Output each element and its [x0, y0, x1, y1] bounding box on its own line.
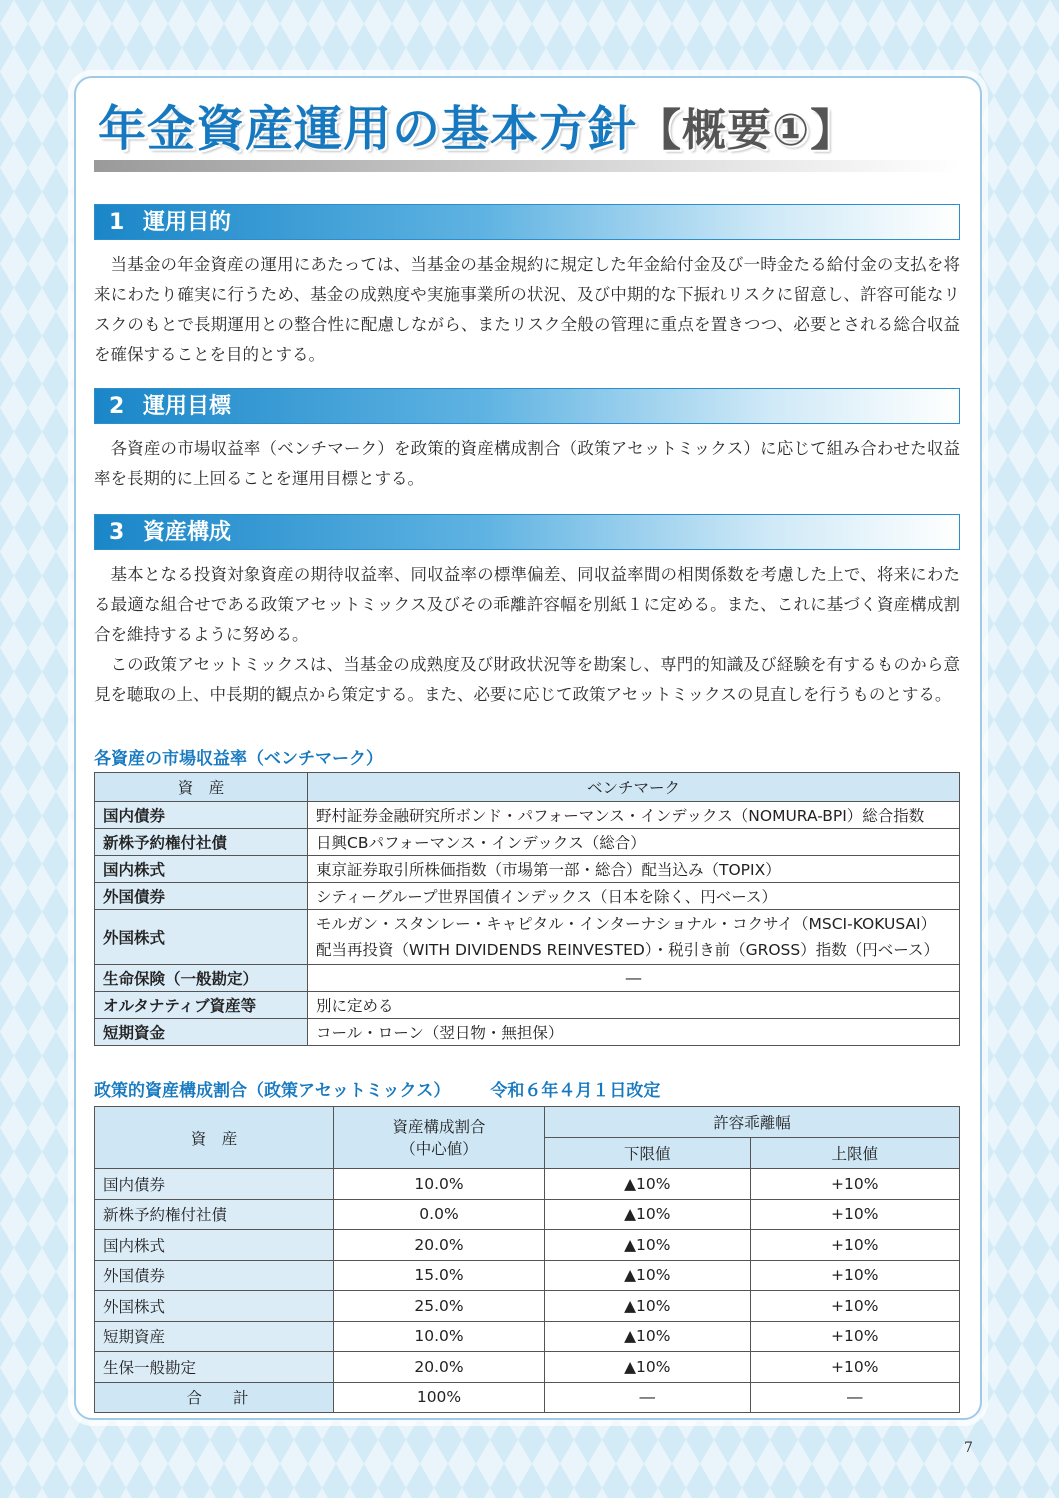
ratio-cell: 10.0%: [334, 1321, 545, 1352]
section-number: 1: [109, 210, 125, 235]
table-row: [95, 992, 960, 1019]
column-header-range: 許容乖離幅: [545, 1107, 960, 1138]
benchmark-cell: シティーグループ世界国債インデックス（日本を除く、円ベース）: [308, 883, 960, 910]
content-card: [74, 76, 982, 1420]
table-row: [95, 1260, 960, 1291]
section-3-paragraph-2: この政策アセットミックスは、当基金の成熟度及び財政状況等を勘案し、専門的知識及び経験を有するものから意見を聴取の上、中長期的観点から策定する。また、必要に応じて政策アセットミックスの見直しを行うものとする。: [94, 655, 960, 704]
asset-cell: 生命保険（一般勘定）: [95, 965, 308, 992]
table-header-row: [95, 773, 960, 802]
upper-cell: +10%: [750, 1199, 959, 1230]
table-row: [95, 1230, 960, 1261]
asset-cell: 新株予約権付社債: [95, 1199, 334, 1230]
column-header-upper: 上限値: [750, 1138, 959, 1169]
section-label: 資産構成: [143, 520, 232, 545]
asset-cell: 外国債券: [95, 883, 308, 910]
lower-cell: ▲10%: [545, 1260, 751, 1291]
column-header-asset: 資 産: [95, 773, 308, 802]
asset-cell: 外国債券: [95, 1260, 334, 1291]
table-row: [95, 802, 960, 829]
policy-mix-title: [94, 1076, 660, 1101]
asset-cell: 生保一般勘定: [95, 1352, 334, 1383]
ratio-cell: 20.0%: [334, 1230, 545, 1261]
asset-cell: 国内株式: [95, 856, 308, 883]
table-header-row: [95, 1107, 960, 1138]
section-number: 2: [109, 394, 125, 419]
ratio-cell: 25.0%: [334, 1291, 545, 1322]
table-row: [95, 1199, 960, 1230]
asset-cell: 国内債券: [95, 1169, 334, 1200]
section-2-header: [94, 388, 960, 424]
table-row: [95, 1352, 960, 1383]
lower-cell: ▲10%: [545, 1321, 751, 1352]
table-row: [95, 829, 960, 856]
benchmark-cell: 別に定める: [308, 992, 960, 1019]
policy-mix-revision: 令和６年４月１日改定: [490, 1081, 661, 1101]
section-number: 3: [109, 520, 125, 545]
upper-cell: +10%: [750, 1321, 959, 1352]
total-ratio-cell: 100%: [334, 1382, 545, 1413]
benchmark-cell: モルガン・スタンレー・キャピタル・インターナショナル・コクサイ（MSCI-KOKUSAI）配当再投資（WITH DIVIDENDS REINVESTED）・税引き前（GROSS）指数（円ベース）: [308, 910, 960, 965]
page-title-main: 年金資産運用の基本方針: [98, 101, 638, 157]
asset-cell: 短期資産: [95, 1321, 334, 1352]
lower-cell: ▲10%: [545, 1291, 751, 1322]
upper-cell: +10%: [750, 1352, 959, 1383]
asset-cell: 外国株式: [95, 910, 308, 965]
benchmark-table: [94, 772, 960, 1046]
asset-cell: 外国株式: [95, 1291, 334, 1322]
page-title: [98, 96, 958, 162]
ratio-cell: 0.0%: [334, 1199, 545, 1230]
upper-cell: +10%: [750, 1169, 959, 1200]
total-row: [95, 1382, 960, 1413]
asset-cell: 国内株式: [95, 1230, 334, 1261]
ratio-cell: 20.0%: [334, 1352, 545, 1383]
column-header-lower: 下限値: [545, 1138, 751, 1169]
benchmark-title: 各資産の市場収益率（ベンチマーク）: [94, 749, 383, 769]
lower-cell: ▲10%: [545, 1199, 751, 1230]
benchmark-cell: 日興CBパフォーマンス・インデックス（総合）: [308, 829, 960, 856]
section-2-paragraph: 各資産の市場収益率（ベンチマーク）を政策的資産構成割合（政策アセットミックス）に応じて組み合わせた収益率を長期的に上回ることを運用目標とする。: [94, 439, 960, 488]
section-label: 運用目標: [143, 394, 232, 419]
policy-mix-title-text: 政策的資産構成割合（政策アセットミックス）: [94, 1081, 451, 1101]
asset-cell: オルタナティブ資産等: [95, 992, 308, 1019]
table-row: [95, 1019, 960, 1046]
benchmark-cell: コール・ローン（翌日物・無担保）: [308, 1019, 960, 1046]
table-row: [95, 1321, 960, 1352]
ratio-cell: 15.0%: [334, 1260, 545, 1291]
benchmark-cell: ―: [308, 965, 960, 992]
table-row: [95, 1291, 960, 1322]
column-header-benchmark: ベンチマーク: [308, 773, 960, 802]
upper-cell: +10%: [750, 1260, 959, 1291]
section-label: 運用目的: [143, 210, 232, 235]
column-header-ratio: 資産構成割合 （中心値）: [334, 1107, 545, 1169]
total-label-cell: 合 計: [95, 1382, 334, 1413]
page-number: 7: [964, 1440, 973, 1456]
upper-cell: +10%: [750, 1230, 959, 1261]
asset-cell: 短期資金: [95, 1019, 308, 1046]
benchmark-cell: 野村証券金融研究所ボンド・パフォーマンス・インデックス（NOMURA-BPI）総合指数: [308, 802, 960, 829]
lower-cell: ▲10%: [545, 1169, 751, 1200]
table-row: [95, 965, 960, 992]
asset-cell: 新株予約権付社債: [95, 829, 308, 856]
lower-cell: ▲10%: [545, 1230, 751, 1261]
table-row: [95, 856, 960, 883]
section-1-header: [94, 204, 960, 240]
table-row: [95, 883, 960, 910]
table-row: [95, 1169, 960, 1200]
page-title-mark: 【概要①】: [637, 105, 856, 156]
benchmark-cell: 東京証券取引所株価指数（市場第一部・総合）配当込み（TOPIX）: [308, 856, 960, 883]
total-lower-cell: ―: [545, 1382, 751, 1413]
section-1-paragraph: 当基金の年金資産の運用にあたっては、当基金の基金規約に規定した年金給付金及び一時金たる給付金の支払を将来にわたり確実に行うため、基金の成熟度や実施事業所の状況、及び中期的な下振れリスクに留意し、許容可能なリスクのもとで長期運用との整合性に配慮しながら、またリスク全般の管理に重点を置きつつ、必要とされる総合収益を確保することを目的とする。: [94, 255, 961, 364]
title-underline: [94, 160, 960, 172]
upper-cell: +10%: [750, 1291, 959, 1322]
section-3-header: [94, 514, 960, 550]
ratio-cell: 10.0%: [334, 1169, 545, 1200]
table-row: [95, 910, 960, 965]
lower-cell: ▲10%: [545, 1352, 751, 1383]
column-header-asset: 資 産: [95, 1107, 334, 1169]
asset-cell: 国内債券: [95, 802, 308, 829]
section-3-paragraph-1: 基本となる投資対象資産の期待収益率、同収益率の標準偏差、同収益率間の相関係数を考慮した上で、将来にわたる最適な組合せである政策アセットミックス及びその乖離許容幅を別紙１に定める。また、これに基づく資産構成割合を維持するように努める。: [94, 565, 960, 644]
total-upper-cell: ―: [750, 1382, 959, 1413]
policy-mix-table: [94, 1106, 960, 1413]
